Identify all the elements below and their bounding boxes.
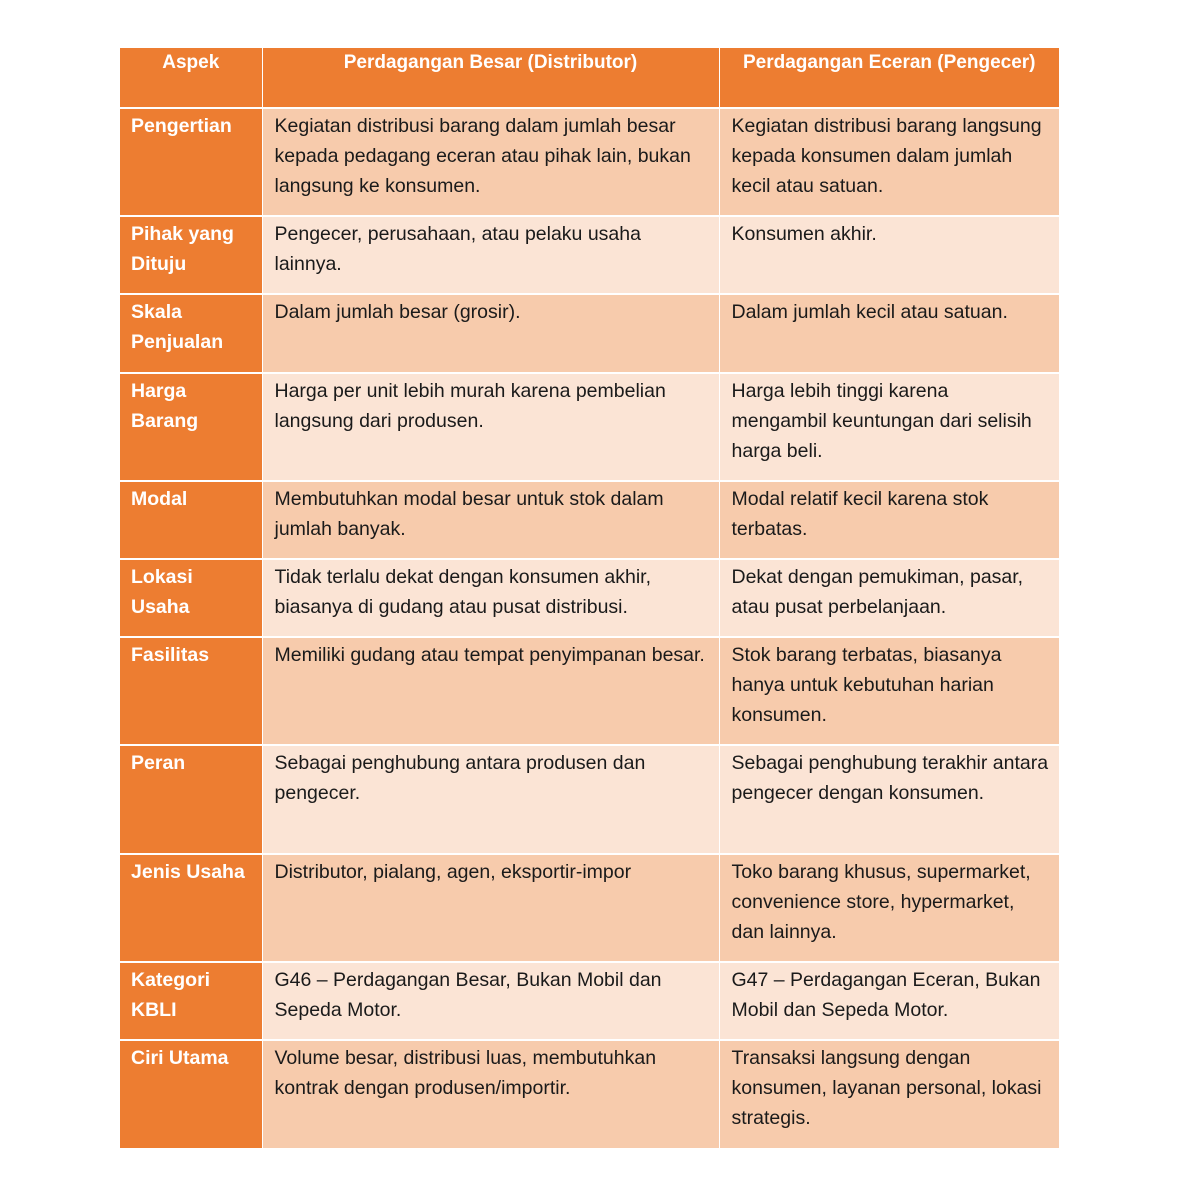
row-besar: Harga per unit lebih murah karena pembelian langsung dari produsen. xyxy=(262,373,719,481)
row-besar: Membutuhkan modal besar untuk stok dalam jumlah banyak. xyxy=(262,481,719,559)
row-aspek: Kategori KBLI xyxy=(120,962,262,1040)
row-eceran: Kegiatan distribusi barang langsung kepada konsumen dalam jumlah kecil atau satuan. xyxy=(719,108,1059,216)
row-eceran: Toko barang khusus, supermarket, convenience store, hypermarket, dan lainnya. xyxy=(719,854,1059,962)
table-row xyxy=(120,373,1059,481)
table-row xyxy=(120,108,1059,216)
row-aspek: Ciri Utama xyxy=(120,1040,262,1148)
row-aspek: Pihak yang Dituju xyxy=(120,216,262,294)
row-besar: Kegiatan distribusi barang dalam jumlah besar kepada pedagang eceran atau pihak lain, bukan langsung ke konsumen. xyxy=(262,108,719,216)
row-besar: Memiliki gudang atau tempat penyimpanan besar. xyxy=(262,637,719,745)
row-aspek: Peran xyxy=(120,745,262,854)
row-besar: Tidak terlalu dekat dengan konsumen akhir, biasanya di gudang atau pusat distribusi. xyxy=(262,559,719,637)
table-row xyxy=(120,637,1059,745)
comparison-table xyxy=(120,48,1059,1148)
header-perdagangan-eceran: Perdagangan Eceran (Pengecer) xyxy=(719,48,1059,108)
row-aspek: Skala Penjualan xyxy=(120,294,262,373)
row-besar: Volume besar, distribusi luas, membutuhkan kontrak dengan produsen/importir. xyxy=(262,1040,719,1148)
row-besar: Distributor, pialang, agen, eksportir-impor xyxy=(262,854,719,962)
table-row xyxy=(120,854,1059,962)
row-aspek: Jenis Usaha xyxy=(120,854,262,962)
row-besar: Dalam jumlah besar (grosir). xyxy=(262,294,719,373)
row-aspek: Modal xyxy=(120,481,262,559)
header-row xyxy=(120,48,1059,108)
row-eceran: Harga lebih tinggi karena mengambil keuntungan dari selisih harga beli. xyxy=(719,373,1059,481)
table-row xyxy=(120,1040,1059,1148)
table-row xyxy=(120,294,1059,373)
row-eceran: Stok barang terbatas, biasanya hanya untuk kebutuhan harian konsumen. xyxy=(719,637,1059,745)
row-besar: Sebagai penghubung antara produsen dan pengecer. xyxy=(262,745,719,854)
comparison-table-wrap xyxy=(120,48,1059,1148)
table-row xyxy=(120,559,1059,637)
row-eceran: Konsumen akhir. xyxy=(719,216,1059,294)
table-row xyxy=(120,216,1059,294)
header-perdagangan-besar: Perdagangan Besar (Distributor) xyxy=(262,48,719,108)
row-aspek: Fasilitas xyxy=(120,637,262,745)
table-row xyxy=(120,745,1059,854)
row-eceran: Dekat dengan pemukiman, pasar, atau pusat perbelanjaan. xyxy=(719,559,1059,637)
row-eceran: Modal relatif kecil karena stok terbatas. xyxy=(719,481,1059,559)
row-eceran: Sebagai penghubung terakhir antara pengecer dengan konsumen. xyxy=(719,745,1059,854)
table-row xyxy=(120,962,1059,1040)
row-eceran: G47 – Perdagangan Eceran, Bukan Mobil dan Sepeda Motor. xyxy=(719,962,1059,1040)
row-eceran: Transaksi langsung dengan konsumen, layanan personal, lokasi strategis. xyxy=(719,1040,1059,1148)
row-besar: Pengecer, perusahaan, atau pelaku usaha lainnya. xyxy=(262,216,719,294)
row-eceran: Dalam jumlah kecil atau satuan. xyxy=(719,294,1059,373)
row-aspek: Lokasi Usaha xyxy=(120,559,262,637)
row-aspek: Pengertian xyxy=(120,108,262,216)
table-row xyxy=(120,481,1059,559)
header-aspek: Aspek xyxy=(120,48,262,108)
row-besar: G46 – Perdagangan Besar, Bukan Mobil dan Sepeda Motor. xyxy=(262,962,719,1040)
row-aspek: Harga Barang xyxy=(120,373,262,481)
